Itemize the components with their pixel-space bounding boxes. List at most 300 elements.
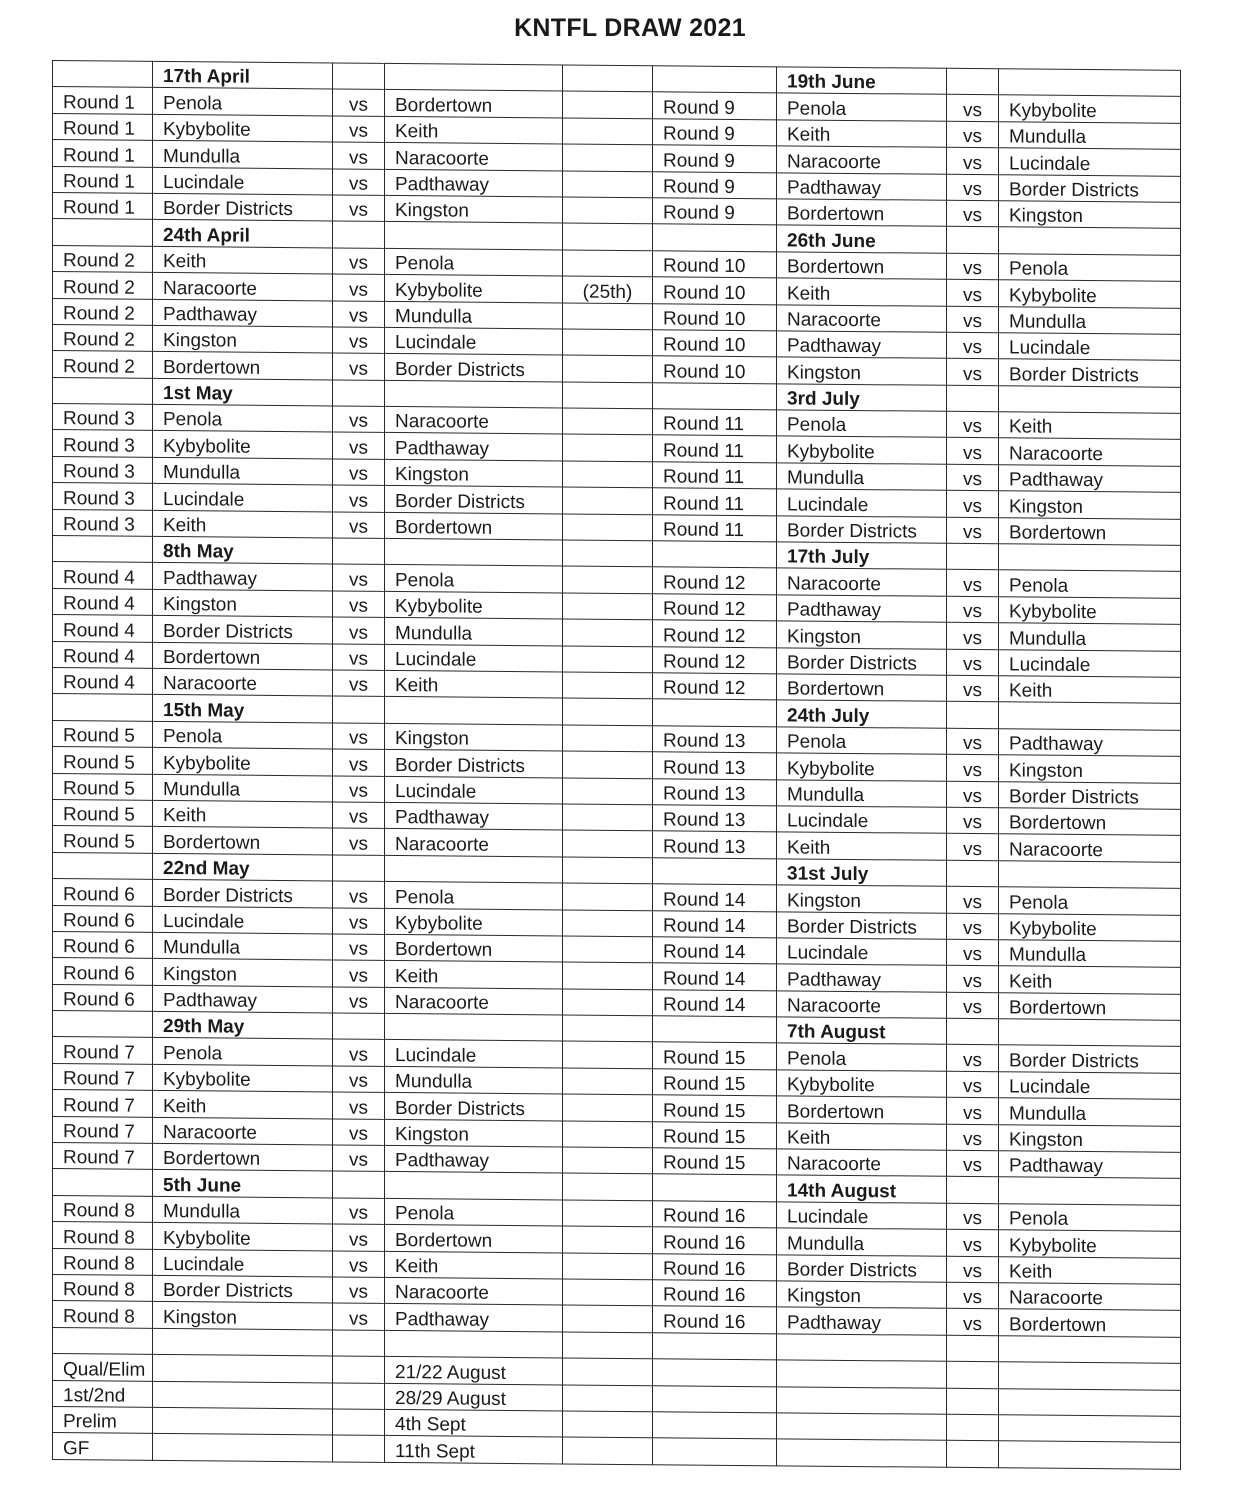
finals-cell [999,1362,1181,1390]
blank-cell [333,1330,385,1357]
finals-cell [947,1441,999,1468]
finals-label: GF [53,1433,153,1460]
left-vs-cell [333,696,385,723]
left-home-team: Border Districts [153,616,333,644]
left-round: Round 8 [53,1222,153,1249]
left-vs: vs [333,1066,385,1093]
finals-label: Qual/Elim [53,1354,153,1381]
left-home-team: Kybybolite [153,431,333,459]
note-cell [563,778,653,805]
note-cell [563,830,653,857]
right-away-team: Keith [999,412,1181,440]
left-home-team: Kybybolite [153,748,333,776]
left-vs-cell [333,538,385,565]
left-home-team: Mundulla [153,141,333,169]
left-vs: vs [333,169,385,196]
right-home-team: Keith [777,832,947,860]
right-home-team: Bordertown [777,1096,947,1124]
left-round-cell [53,61,153,88]
right-vs-cell [947,68,999,95]
right-vs: vs [947,966,999,993]
left-home-team: Kingston [153,1302,333,1330]
right-home-team: Kingston [777,1281,947,1309]
left-round: Round 5 [53,773,153,800]
left-vs-cell [333,855,385,882]
left-date: 15th May [153,695,333,723]
left-vs: vs [333,300,385,327]
right-vs: vs [947,834,999,861]
right-home-team: Naracoorte [777,990,947,1018]
right-away-team: Border Districts [999,174,1181,202]
left-vs: vs [333,617,385,644]
left-away-cell [385,222,563,250]
left-vs: vs [333,591,385,618]
right-round-cell [653,541,777,568]
left-vs: vs [333,485,385,512]
left-home-team: Border Districts [153,1275,333,1303]
left-vs: vs [333,1303,385,1330]
right-round: Round 11 [653,435,777,462]
right-home-team: Kingston [777,885,947,913]
left-round: Round 2 [53,324,153,351]
right-date: 14th August [777,1175,947,1203]
left-round: Round 3 [53,430,153,457]
right-home-team: Naracoorte [777,1149,947,1177]
right-away-team: Keith [999,676,1181,704]
left-date: 24th April [153,220,333,248]
left-away-team: Naracoorte [385,987,563,1015]
right-round: Round 14 [653,910,777,937]
note-cell [563,1253,653,1280]
right-date: 24th July [777,700,947,728]
left-vs: vs [333,1092,385,1119]
note-cell [563,382,653,409]
finals-date: 28/29 August [385,1383,563,1411]
right-round: Round 15 [653,1042,777,1069]
left-vs-cell [333,380,385,407]
right-away-cell [999,702,1181,730]
right-away-cell [999,1019,1181,1047]
right-away-team: Penola [999,887,1181,915]
finals-date: 11th Sept [385,1436,563,1464]
left-round: Round 4 [53,641,153,668]
right-vs: vs [947,279,999,306]
finals-cell [333,1382,385,1409]
left-away-team: Keith [385,670,563,698]
right-vs: vs [947,253,999,280]
note-cell [563,1015,653,1042]
finals-date: 4th Sept [385,1409,563,1437]
left-round: Round 2 [53,351,153,378]
left-vs: vs [333,1145,385,1172]
right-round: Round 13 [653,752,777,779]
left-away-team: Penola [385,248,563,276]
right-vs: vs [947,1124,999,1151]
left-away-team: Kingston [385,459,563,487]
right-vs: vs [947,886,999,913]
right-away-cell [999,860,1181,888]
left-vs: vs [333,564,385,591]
right-away-cell [999,385,1181,413]
right-round: Round 10 [653,277,777,304]
left-vs: vs [333,512,385,539]
right-round: Round 9 [653,92,777,119]
right-home-team: Border Districts [777,1254,947,1282]
left-home-team: Keith [153,800,333,828]
left-home-team: Padthaway [153,563,333,591]
right-round: Round 15 [653,1148,777,1175]
left-date: 8th May [153,536,333,564]
finals-cell [333,1409,385,1436]
right-round-cell [653,699,777,726]
note-cell [563,1226,653,1253]
left-round-cell [53,1169,153,1196]
finals-cell [777,1386,947,1414]
right-away-team: Kingston [999,201,1181,229]
right-vs-cell [947,860,999,887]
left-home-team: Lucindale [153,1249,333,1277]
finals-cell [153,1407,333,1435]
right-away-team: Mundulla [999,1098,1181,1126]
right-vs: vs [947,464,999,491]
left-round-cell [53,377,153,404]
right-away-team: Mundulla [999,122,1181,150]
left-home-team: Bordertown [153,352,333,380]
left-date: 5th June [153,1170,333,1198]
right-vs-cell [947,385,999,412]
right-vs: vs [947,306,999,333]
left-away-team: Lucindale [385,327,563,355]
right-home-team: Bordertown [777,252,947,280]
left-vs: vs [333,353,385,380]
note-cell [563,936,653,963]
left-vs-cell [333,1013,385,1040]
right-home-team: Lucindale [777,806,947,834]
note-cell [563,1041,653,1068]
right-date: 26th June [777,225,947,253]
right-home-team: Keith [777,120,947,148]
right-vs: vs [947,1098,999,1125]
right-round-cell [653,857,777,884]
left-round-cell [53,219,153,246]
left-away-team: Kybybolite [385,275,563,303]
note-cell [563,1305,653,1332]
note-cell [563,302,653,329]
left-vs: vs [333,1198,385,1225]
right-home-team: Border Districts [777,647,947,675]
right-round: Round 11 [653,488,777,515]
finals-cell [153,1381,333,1409]
right-away-team: Kybybolite [999,280,1181,308]
right-home-team: Mundulla [777,1228,947,1256]
left-vs: vs [333,802,385,829]
right-home-team: Bordertown [777,674,947,702]
left-vs: vs [333,327,385,354]
right-away-cell [999,227,1181,255]
right-vs: vs [947,992,999,1019]
right-away-team: Penola [999,1204,1181,1232]
left-round: Round 2 [53,272,153,299]
right-vs: vs [947,623,999,650]
right-round: Round 14 [653,884,777,911]
right-round: Round 16 [653,1306,777,1333]
right-round-cell [653,1016,777,1043]
right-away-team: Mundulla [999,940,1181,968]
left-away-team: Border Districts [385,354,563,382]
left-away-team: Border Districts [385,750,563,778]
finals-cell [999,1441,1181,1469]
note-cell [563,540,653,567]
right-vs: vs [947,1229,999,1256]
left-home-team: Bordertown [153,827,333,855]
left-home-team: Keith [153,1091,333,1119]
left-away-cell [385,380,563,408]
right-away-team: Padthaway [999,465,1181,493]
left-round: Round 8 [53,1301,153,1328]
left-date: 29th May [153,1011,333,1039]
left-home-team: Kybybolite [153,1223,333,1251]
left-round: Round 4 [53,615,153,642]
note-cell [563,250,653,277]
left-round: Round 6 [53,905,153,932]
left-home-team: Border Districts [153,193,333,221]
left-vs: vs [333,987,385,1014]
blank-cell [947,1335,999,1362]
right-home-team: Padthaway [777,172,947,200]
left-away-team: Kybybolite [385,591,563,619]
right-date: 3rd July [777,384,947,412]
right-vs: vs [947,332,999,359]
note-cell [563,91,653,118]
left-vs: vs [333,142,385,169]
finals-cell [947,1414,999,1441]
left-away-team: Border Districts [385,1093,563,1121]
right-home-team: Mundulla [777,463,947,491]
finals-cell [153,1434,333,1462]
note-cell [563,698,653,725]
right-away-team: Kybybolite [999,597,1181,625]
note-cell [563,1200,653,1227]
left-round: Round 5 [53,747,153,774]
right-home-team: Kybybolite [777,753,947,781]
right-home-team: Kingston [777,357,947,385]
note-cell [563,434,653,461]
left-away-team: Mundulla [385,301,563,329]
right-round: Round 13 [653,805,777,832]
left-round: Round 8 [53,1195,153,1222]
left-home-team: Kingston [153,959,333,987]
left-vs: vs [333,406,385,433]
right-vs: vs [947,1309,999,1336]
note-cell [563,1068,653,1095]
left-vs: vs [333,644,385,671]
left-home-team: Penola [153,404,333,432]
left-round-cell [53,694,153,721]
right-away-team: Padthaway [999,729,1181,757]
right-vs: vs [947,95,999,122]
right-home-team: Lucindale [777,1202,947,1230]
left-vs: vs [333,248,385,275]
left-vs: vs [333,432,385,459]
right-away-team: Keith [999,1256,1181,1284]
left-vs: vs [333,934,385,961]
right-round: Round 13 [653,778,777,805]
left-date: 1st May [153,378,333,406]
left-round: Round 1 [53,87,153,114]
left-round: Round 6 [53,931,153,958]
right-vs: vs [947,438,999,465]
left-home-team: Penola [153,1038,333,1066]
finals-cell [153,1355,333,1383]
right-away-team: Naracoorte [999,1283,1181,1311]
left-away-team: Padthaway [385,1145,563,1173]
left-vs: vs [333,670,385,697]
right-round: Round 16 [653,1227,777,1254]
right-home-team: Kybybolite [777,1070,947,1098]
right-vs: vs [947,359,999,386]
draw-table-body [53,61,1181,1470]
note-cell [563,65,653,92]
right-away-team: Kingston [999,1124,1181,1152]
finals-cell [653,1385,777,1412]
note-cell [563,223,653,250]
right-away-team: Mundulla [999,623,1181,651]
blank-cell [385,1330,563,1358]
note-cell [563,672,653,699]
left-vs: vs [333,89,385,116]
right-away-team: Kingston [999,755,1181,783]
left-away-team: Padthaway [385,169,563,197]
right-round: Round 9 [653,119,777,146]
right-away-cell [999,69,1181,97]
right-home-team: Border Districts [777,515,947,543]
right-vs: vs [947,147,999,174]
left-home-team: Mundulla [153,932,333,960]
right-vs: vs [947,1045,999,1072]
right-round-cell [653,1174,777,1201]
right-vs: vs [947,1150,999,1177]
right-vs: vs [947,491,999,518]
right-round: Round 10 [653,303,777,330]
note-cell [563,804,653,831]
note-cell [563,1147,653,1174]
note-cell [563,1173,653,1200]
left-away-team: Keith [385,961,563,989]
left-home-team: Mundulla [153,1196,333,1224]
right-round: Round 15 [653,1095,777,1122]
left-vs-cell [333,63,385,90]
right-round: Round 12 [653,620,777,647]
finals-cell [653,1438,777,1465]
right-date: 17th July [777,542,947,570]
right-away-team: Bordertown [999,992,1181,1020]
right-round: Round 11 [653,409,777,436]
finals-label: 1st/2nd [53,1380,153,1407]
left-away-team: Kingston [385,723,563,751]
note-cell [563,487,653,514]
right-round: Round 12 [653,646,777,673]
left-vs: vs [333,881,385,908]
right-round: Round 12 [653,567,777,594]
right-vs: vs [947,649,999,676]
blank-cell [53,1327,153,1354]
left-vs: vs [333,749,385,776]
note-cell [563,883,653,910]
right-round: Round 16 [653,1253,777,1280]
finals-cell [947,1388,999,1415]
blank-cell [653,1332,777,1359]
right-away-team: Penola [999,570,1181,598]
right-away-team: Lucindale [999,148,1181,176]
left-round: Round 6 [53,879,153,906]
right-vs: vs [947,570,999,597]
right-away-team: Naracoorte [999,834,1181,862]
left-away-team: Bordertown [385,934,563,962]
right-away-team: Kybybolite [999,1230,1181,1258]
left-round: Round 2 [53,298,153,325]
left-round: Round 6 [53,958,153,985]
note-cell [563,909,653,936]
left-date: 22nd May [153,853,333,881]
left-vs: vs [333,960,385,987]
right-round: Round 12 [653,594,777,621]
right-away-team: Kingston [999,491,1181,519]
right-home-team: Bordertown [777,199,947,227]
right-home-team: Padthaway [777,595,947,623]
left-home-team: Bordertown [153,1143,333,1171]
note-cell [563,619,653,646]
left-home-team: Naracoorte [153,668,333,696]
left-vs: vs [333,1119,385,1146]
right-home-team: Naracoorte [777,568,947,596]
note-cell [563,1121,653,1148]
finals-date: 21/22 August [385,1357,563,1385]
left-home-team: Kybybolite [153,114,333,142]
left-away-team: Bordertown [385,512,563,540]
left-vs: vs [333,1224,385,1251]
left-round: Round 2 [53,245,153,272]
right-away-team: Padthaway [999,1151,1181,1179]
right-home-team: Penola [777,93,947,121]
left-vs: vs [333,1277,385,1304]
left-round: Round 6 [53,984,153,1011]
note-cell [563,566,653,593]
finals-cell [653,1359,777,1386]
finals-cell [653,1412,777,1439]
left-round: Round 3 [53,483,153,510]
finals-cell [777,1413,947,1441]
right-vs: vs [947,754,999,781]
left-round-cell [53,852,153,879]
left-away-team: Penola [385,1198,563,1226]
right-date: 31st July [777,859,947,887]
right-away-team: Bordertown [999,808,1181,836]
left-home-team: Padthaway [153,299,333,327]
left-round-cell [53,536,153,563]
note-cell [563,197,653,224]
right-vs-cell [947,702,999,729]
note-cell [563,514,653,541]
right-vs-cell [947,1018,999,1045]
note-cell [563,725,653,752]
left-home-team: Keith [153,246,333,274]
note-cell [563,1279,653,1306]
right-home-team: Padthaway [777,1307,947,1335]
left-away-team: Naracoorte [385,143,563,171]
right-vs: vs [947,781,999,808]
left-round: Round 8 [53,1274,153,1301]
left-home-team: Lucindale [153,484,333,512]
